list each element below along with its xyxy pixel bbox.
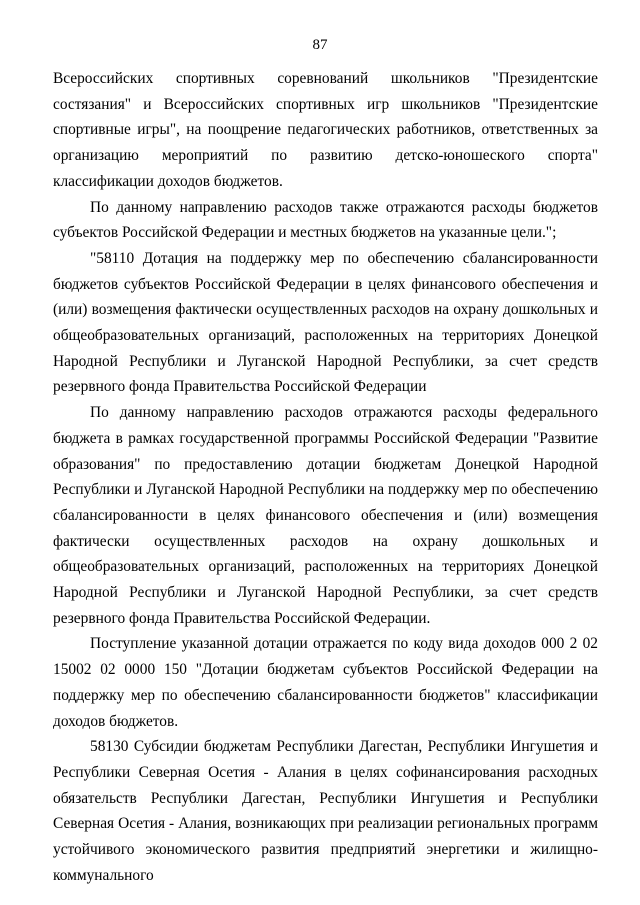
page-number: 87 — [312, 37, 328, 53]
paragraph-continuation: Всероссийских спортивных соревнований школьников "Президентские состязания" и Всероссийских спортивных игр школьников "Президентские спортивные игры", на поощрение педагогических работников, ответственных за организацию мероприятий по развитию детско-юношеского спорта" классификации доходов бюджетов. — [53, 70, 598, 190]
paragraph-58130-heading: 58130 Субсидии бюджетам Республики Дагестан, Республики Ингушетия и Республики Северная Осетия - Алания в целях софинансирования расходных обязательств Республики Дагестан, Республики Ингушетия и Республики Северная Осетия - Алания, возникающих при реализации региональных программ устойчивого экономического развития предприятий энергетики и жилищно-коммунального — [53, 738, 598, 884]
paragraph: По данному направлению расходов отражаются расходы федерального бюджета в рамках государственной программы Российской Федерации "Развитие образования" по предоставлению дотации бюджетам Донецкой Народной Республики и Луганской Народной Республики на поддержку мер по обеспечению сбалансированности в целях финансового обеспечения и (или) возмещения фактически осуществленных расходов на охрану дошкольных и общеобразовательных организаций, расположенных на территориях Донецкой Народной Республики и Луганской Народной Республики, за счет средств резервного фонда Правительства Российской Федерации. — [53, 404, 598, 627]
document-body — [53, 66, 598, 889]
paragraph: Поступление указанной дотации отражается по коду вида доходов 000 2 02 15002 02 0000 150 "Дотации бюджетам субъектов Российской Федерации на поддержку мер по обеспечению сбалансированности бюджетов" классификации доходов бюджетов. — [53, 635, 598, 730]
paragraph: По данному направлению расходов также отражаются расходы бюджетов субъектов Российской Федерации и местных бюджетов на указанные цели."; — [53, 198, 598, 242]
paragraph-58110-heading: "58110 Дотация на поддержку мер по обеспечению сбалансированности бюджетов субъектов Российской Федерации в целях финансового обеспечения и (или) возмещения фактически осуществленных расходов на охрану дошкольных и общеобразовательных организаций, расположенных на территориях Донецкой Народной Республики и Луганской Народной Республики, за счет средств резервного фонда Правительства Российской Федерации — [53, 249, 598, 396]
